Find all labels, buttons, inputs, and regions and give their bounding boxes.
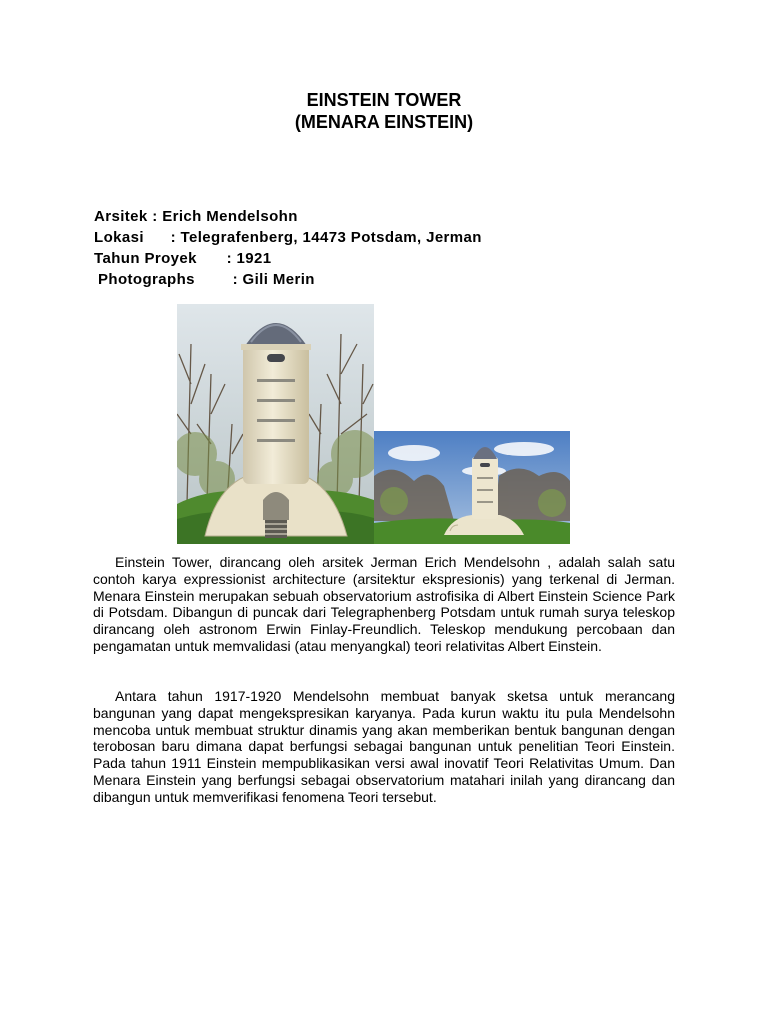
meta-photographs: Photographs : Gili Merin — [98, 271, 315, 288]
meta-year: Tahun Proyek : 1921 — [94, 250, 272, 267]
doc-title: EINSTEIN TOWER — [306, 90, 462, 110]
tower-side-illustration — [374, 431, 570, 544]
paragraph-2: Antara tahun 1917-1920 Mendelsohn membuat banyak sketsa untuk merancang bangunan yang dapat mengekspresikan karyanya. Pada kurun waktu itu pula Mendelsohn mencoba untuk membuat struktur dinamis yang akan memberikan bentuk bangunan dengan terobosan baru dimana dapat berfungsi sebagai bangunan untuk penelitian Teori Einstein. Pada tahun 1911 Einstein mempublikasikan versi awal inovatif Teori Relativitas Umum. Dan Menara Einstein yang berfungsi sebagai observatorium matahari inilah yang dirancang dan dibangun untuk memverifikasi fenomena Teori tersebut. — [93, 688, 675, 805]
meta-year-value: 1921 — [236, 250, 272, 267]
meta-year-label: Tahun Proyek — [94, 250, 197, 267]
paragraph-1: Einstein Tower, dirancang oleh arsitek Jerman Erich Mendelsohn , adalah salah satu contoh karya expressionist architecture (arsitektur ekspresionis) yang terkenal di Jerman. Menara Einstein merupakan sebuah observatorium astrofisika di Albert Einstein Science Park di Potsdam. Dibangun di puncak dari Telegraphenberg Potsdam untuk rumah surya teleskop dirancang oleh astronom Erwin Finlay-Freundlich. Teleskop mendukung percobaan dan pengamatan untuk memvalidasi (atau menyangkal) teori relativitas Albert Einstein. — [93, 554, 675, 654]
meta-location: Lokasi : Telegrafenberg, 14473 Potsdam, Jerman — [94, 229, 482, 246]
einstein-tower-side-photo — [374, 431, 570, 544]
doc-subtitle: (MENARA EINSTEIN) — [294, 112, 474, 132]
einstein-tower-front-photo — [177, 304, 374, 544]
meta-photographs-value: Gili Merin — [242, 271, 315, 288]
meta-architect: Arsitek : Erich Mendelsohn — [94, 208, 298, 225]
meta-location-value: Telegrafenberg, 14473 Potsdam, Jerman — [180, 229, 482, 246]
meta-architect-label: Arsitek — [94, 208, 148, 225]
meta-architect-value: Erich Mendelsohn — [162, 208, 298, 225]
meta-photographs-label: Photographs — [98, 271, 195, 288]
tower-front-illustration — [177, 304, 374, 544]
meta-location-label: Lokasi — [94, 229, 144, 246]
